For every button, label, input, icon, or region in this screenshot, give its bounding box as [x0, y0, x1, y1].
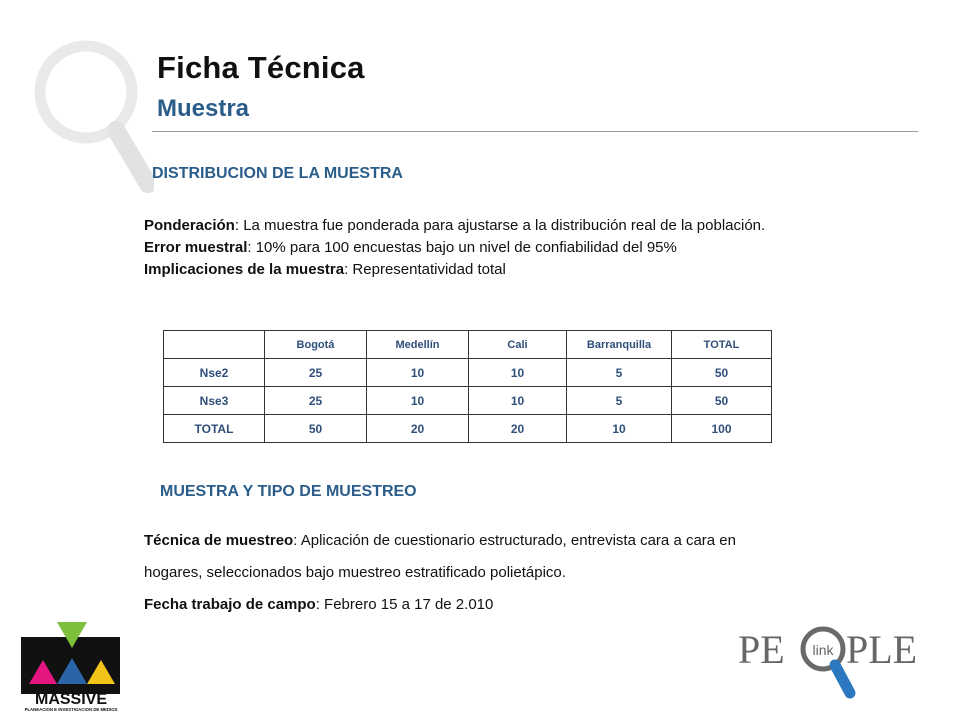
table-header-cell: Barranquilla — [567, 331, 672, 359]
tecnica-line — [144, 530, 864, 552]
table-cell: 5 — [567, 359, 672, 387]
tecnica-text-1: : Aplicación de cuestionario estructurado, entrevista cara a cara en — [293, 532, 736, 549]
distribution-details — [144, 215, 824, 281]
ponderacion-label: Ponderación — [144, 217, 235, 234]
people-right-text: PLE — [846, 627, 918, 672]
table-header-cell — [164, 331, 265, 359]
table-cell: 50 — [265, 415, 367, 443]
table-header-row — [164, 331, 772, 359]
table-cell: 100 — [672, 415, 772, 443]
table-header-cell: Bogotá — [265, 331, 367, 359]
table-cell: 50 — [672, 387, 772, 415]
tecnica-text-2: hogares, seleccionados bajo muestreo estratificado polietápico. — [144, 564, 566, 581]
fecha-line — [144, 594, 864, 616]
distribution-heading: DISTRIBUCION DE LA MUESTRA — [152, 165, 403, 182]
page-title: Ficha Técnica — [157, 50, 365, 85]
massive-name: MASSIVE — [34, 691, 108, 708]
fecha-text: : Febrero 15 a 17 de 2.010 — [315, 596, 494, 613]
table-cell: 5 — [567, 387, 672, 415]
error-text: : 10% para 100 encuestas bajo un nivel de confiabilidad del 95% — [247, 239, 677, 256]
table-cell: 25 — [265, 359, 367, 387]
table-cell: 10 — [469, 359, 567, 387]
table-cell: 10 — [567, 415, 672, 443]
fecha-label: Fecha trabajo de campo — [144, 596, 316, 613]
table-header-cell: Medellín — [367, 331, 469, 359]
table-row — [164, 359, 772, 387]
table-cell: 10 — [367, 387, 469, 415]
people-left-text: PE — [738, 627, 785, 672]
implicaciones-text: : Representatividad total — [344, 261, 506, 278]
table-row — [164, 387, 772, 415]
table-cell: 10 — [469, 387, 567, 415]
table-cell: 50 — [672, 359, 772, 387]
title-divider — [152, 131, 918, 132]
people-link-logo — [738, 618, 918, 708]
magnifier-icon — [34, 34, 154, 199]
tecnica-label: Técnica de muestreo — [144, 532, 294, 549]
page-subtitle: Muestra — [157, 95, 250, 122]
table-header-cell: Cali — [469, 331, 567, 359]
massive-tagline: PLANEACION E INVESTIGACION DE MEDIOS — [24, 707, 118, 712]
table-header-cell: TOTAL — [672, 331, 772, 359]
distribution-table — [163, 330, 772, 443]
massive-logo — [21, 622, 121, 712]
ponderacion-text: : La muestra fue ponderada para ajustarse a la distribución real de la población. — [234, 217, 766, 234]
table-cell: Nse3 — [164, 387, 265, 415]
table-cell: Nse2 — [164, 359, 265, 387]
table-cell: 20 — [367, 415, 469, 443]
table-cell: 20 — [469, 415, 567, 443]
table-cell: TOTAL — [164, 415, 265, 443]
table-cell: 25 — [265, 387, 367, 415]
people-link-text: link — [812, 642, 834, 658]
sampling-heading: MUESTRA Y TIPO DE MUESTREO — [160, 483, 417, 500]
error-label: Error muestral — [144, 239, 248, 256]
implicaciones-label: Implicaciones de la muestra — [144, 261, 345, 278]
table-row — [164, 415, 772, 443]
table-cell: 10 — [367, 359, 469, 387]
sampling-details — [144, 530, 864, 616]
